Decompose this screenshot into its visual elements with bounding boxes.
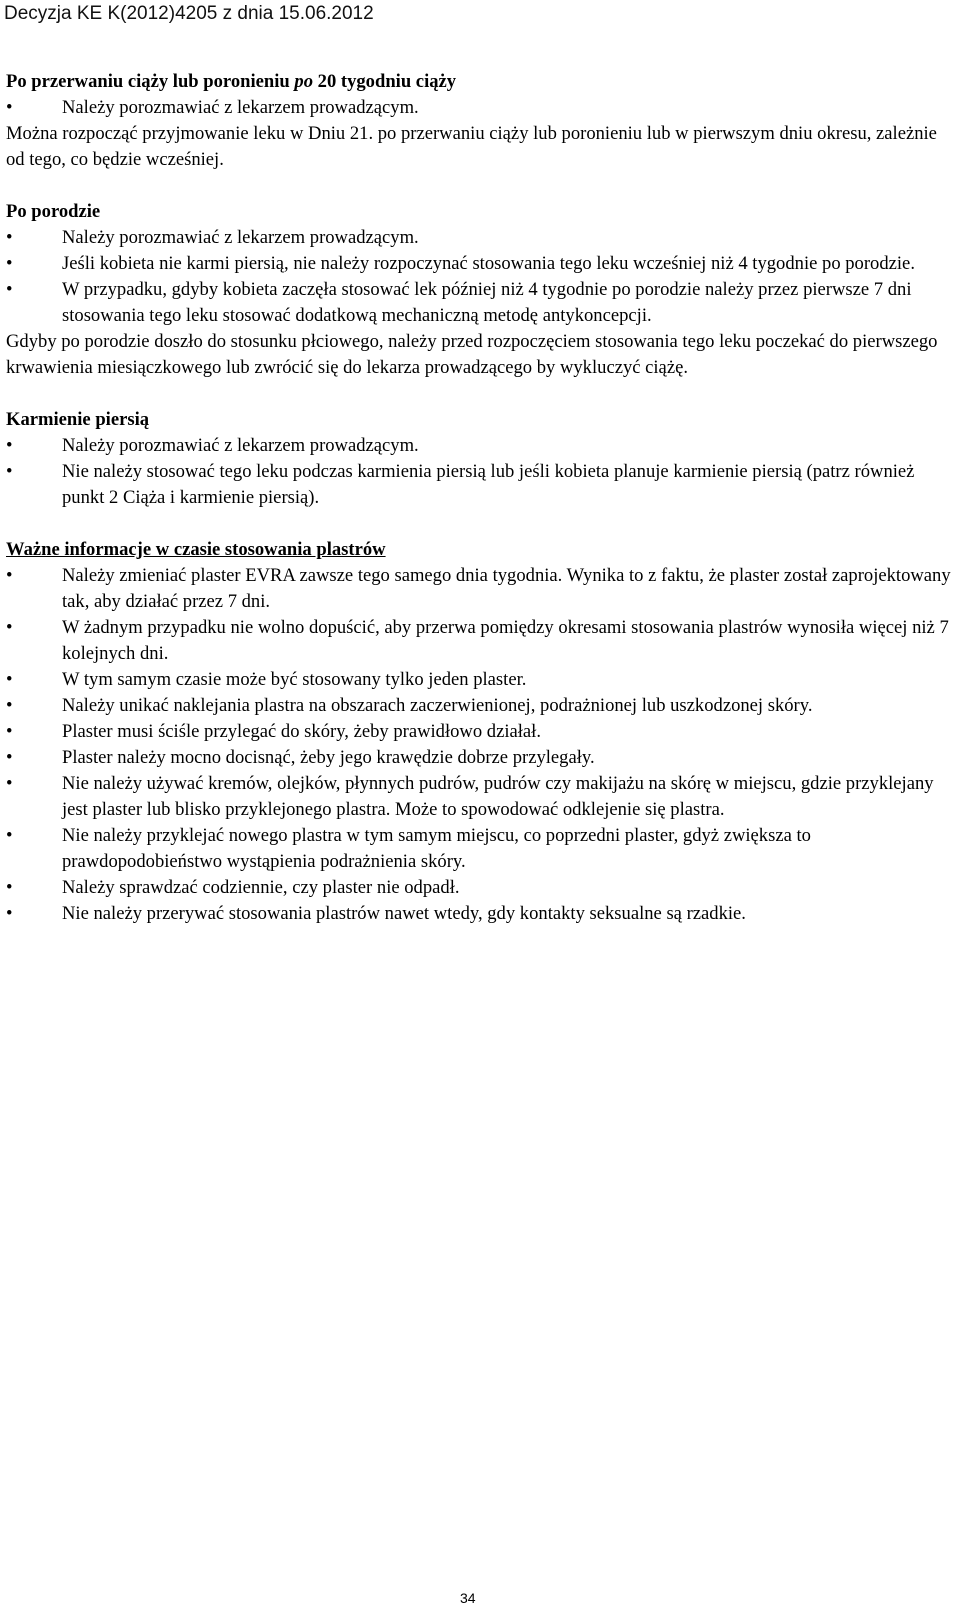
list-item — [6, 563, 954, 615]
bullet-icon: • — [6, 435, 13, 456]
bullet-list-abortion — [6, 95, 954, 121]
bullet-icon: • — [6, 461, 13, 482]
list-item-text: Należy porozmawiać z lekarzem prowadzącym. — [62, 227, 419, 248]
bullet-icon: • — [6, 721, 13, 742]
list-item-text: Należy porozmawiać z lekarzem prowadzącym. — [62, 97, 419, 118]
list-item-text: Należy porozmawiać z lekarzem prowadzącym. — [62, 435, 419, 456]
list-item — [6, 225, 954, 251]
heading-part: 20 tygodniu ciąży — [313, 71, 457, 92]
document-header: Decyzja KE K(2012)4205 z dnia 15.06.2012 — [4, 3, 374, 24]
list-item-text: W przypadku, gdyby kobieta zaczęła stosować lek później niż 4 tygodnie po porodzie należy przez pierwsze 7 dni stosowania tego leku stosować dodatkową mechaniczną metodę antykoncepcji. — [62, 279, 912, 326]
bullet-icon: • — [6, 227, 13, 248]
list-item-text: Jeśli kobieta nie karmi piersią, nie należy rozpoczynać stosowania tego leku wcześniej niż 4 tygodnie po porodzie. — [62, 253, 915, 274]
list-item-text: W żadnym przypadku nie wolno dopuścić, aby przerwa pomiędzy okresami stosowania plastrów wynosiła więcej niż 7 kolejnych dni. — [62, 617, 949, 664]
bullet-icon: • — [6, 903, 13, 924]
list-item — [6, 459, 954, 511]
bullet-icon: • — [6, 253, 13, 274]
list-item-text: W tym samym czasie może być stosowany tylko jeden plaster. — [62, 669, 527, 690]
paragraph: Można rozpocząć przyjmowanie leku w Dniu 21. po przerwaniu ciąży lub poronieniu lub w pierwszym dniu okresu, zależnie od tego, co będzie wcześniej. — [6, 123, 937, 170]
paragraph: Gdyby po porodzie doszło do stosunku płciowego, należy przed rozpoczęciem stosowania tego leku poczekać do pierwszego krwawienia miesiączkowego lub zwrócić się do lekarza prowadzącego by wykluczyć ciążę. — [6, 331, 938, 378]
bullet-icon: • — [6, 669, 13, 690]
list-item — [6, 251, 954, 277]
section-heading-abortion — [6, 69, 954, 95]
list-item — [6, 771, 954, 823]
section-heading-important-info — [6, 537, 954, 563]
list-item-text: Należy zmieniać plaster EVRA zawsze tego samego dnia tygodnia. Wynika to z faktu, że plaster został zaprojektowany tak, aby działać przez 7 dni. — [62, 565, 951, 612]
list-item — [6, 823, 954, 875]
bullet-icon: • — [6, 877, 13, 898]
list-item — [6, 433, 954, 459]
bullet-list-important-info — [6, 563, 954, 927]
section-heading-postpartum: Po porodzie — [6, 201, 101, 222]
bullet-icon: • — [6, 617, 13, 638]
bullet-icon: • — [6, 773, 13, 794]
page-number: 34 — [460, 1590, 476, 1606]
list-item-text: Plaster należy mocno docisnąć, żeby jego krawędzie dobrze przylegały. — [62, 747, 595, 768]
list-item — [6, 901, 954, 927]
bullet-icon: • — [6, 97, 13, 118]
list-item — [6, 277, 954, 329]
list-item — [6, 693, 954, 719]
list-item-text: Należy sprawdzać codziennie, czy plaster nie odpadł. — [62, 877, 460, 898]
list-item-text: Nie należy stosować tego leku podczas karmienia piersią lub jeśli kobieta planuje karmienie piersią (patrz również punkt 2 Ciąża i karmienie piersią). — [62, 461, 915, 508]
list-item — [6, 875, 954, 901]
bullet-icon: • — [6, 565, 13, 586]
bullet-icon: • — [6, 747, 13, 768]
heading-part: Po przerwaniu ciąży lub poronieniu — [6, 71, 295, 92]
list-item-text: Nie należy przerywać stosowania plastrów nawet wtedy, gdy kontakty seksualne są rzadkie. — [62, 903, 746, 924]
bullet-list-postpartum — [6, 225, 954, 329]
list-item-text: Należy unikać naklejania plastra na obszarach zaczerwienionej, podrażnionej lub uszkodzonej skóry. — [62, 695, 813, 716]
list-item — [6, 667, 954, 693]
document-body — [6, 69, 954, 927]
list-item-text: Nie należy używać kremów, olejków, płynnych pudrów, pudrów czy makijażu na skórę w miejscu, gdzie przyklejany jest plaster lub blisko przyklejonego plastra. Może to spowodować odklejenie się plastra. — [62, 773, 934, 820]
list-item — [6, 745, 954, 771]
list-item — [6, 719, 954, 745]
list-item — [6, 615, 954, 667]
bullet-icon: • — [6, 279, 13, 300]
heading-underlined: Ważne informacje w czasie stosowania plastrów — [6, 539, 386, 560]
list-item-text: Nie należy przyklejać nowego plastra w tym samym miejscu, co poprzedni plaster, gdyż zwiększa to prawdopodobieństwo wystąpienia podrażnienia skóry. — [62, 825, 811, 872]
bullet-list-breastfeeding — [6, 433, 954, 511]
bullet-icon: • — [6, 825, 13, 846]
bullet-icon: • — [6, 695, 13, 716]
heading-part-italic: po — [294, 71, 313, 92]
section-heading-breastfeeding: Karmienie piersią — [6, 409, 150, 430]
list-item-text: Plaster musi ściśle przylegać do skóry, żeby prawidłowo działał. — [62, 721, 541, 742]
list-item — [6, 95, 954, 121]
